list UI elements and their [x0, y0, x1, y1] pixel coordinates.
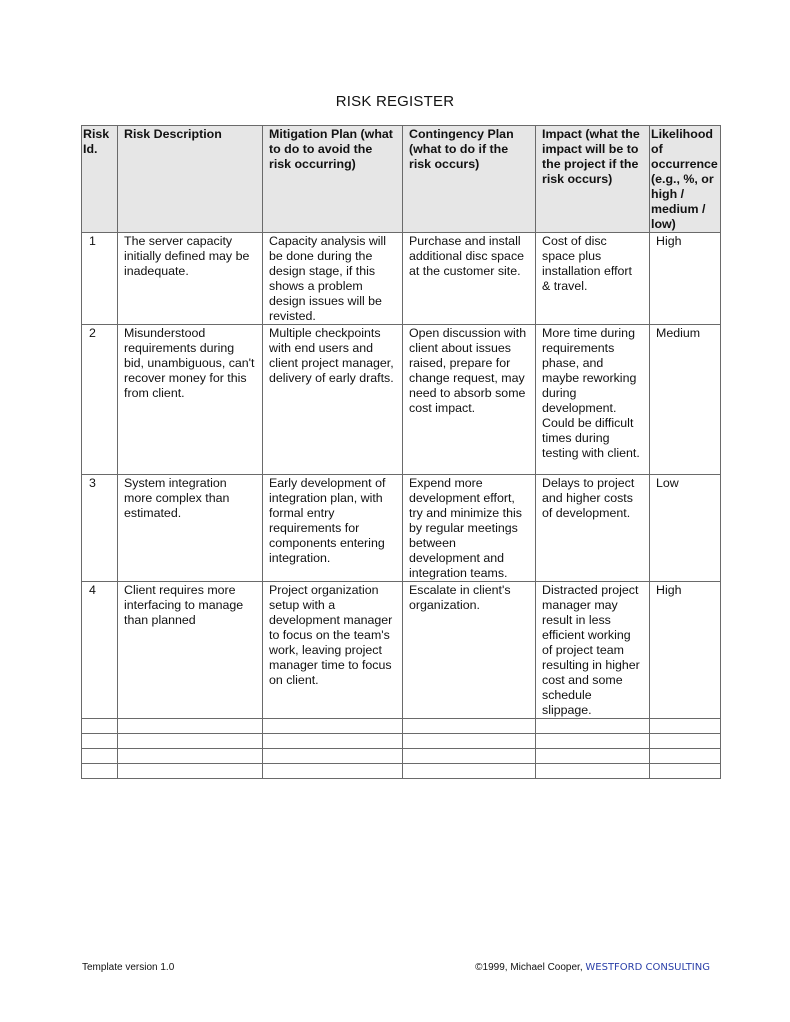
contingency-cell: Escalate in client's organization.: [403, 582, 536, 719]
mitigation-cell: Early development of integration plan, with formal entry requirements for components entering integration.: [263, 475, 403, 582]
empty-cell: [650, 719, 721, 734]
empty-cell: [118, 734, 263, 749]
contingency-cell: Purchase and install additional disc space at the customer site.: [403, 233, 536, 325]
empty-cell: [263, 749, 403, 764]
copyright-notice: [475, 962, 710, 973]
header-contingency-plan: Contingency Plan (what to do if the risk occurs): [403, 126, 536, 233]
empty-cell: [536, 719, 650, 734]
risk-description-cell: The server capacity initially defined may be inadequate.: [118, 233, 263, 325]
empty-cell: [403, 734, 536, 749]
empty-cell: [118, 764, 263, 779]
empty-cell: [536, 734, 650, 749]
table-header-row: [82, 126, 721, 233]
header-likelihood: Likelihood of occurrence (e.g., %, or high / medium / low): [650, 126, 721, 233]
header-risk-id: Risk Id.: [82, 126, 118, 233]
empty-table-row: [82, 719, 721, 734]
mitigation-cell: Multiple checkpoints with end users and client project manager, delivery of early drafts.: [263, 325, 403, 475]
likelihood-cell: High: [650, 233, 721, 325]
empty-cell: [536, 764, 650, 779]
risk-id-cell: 2: [82, 325, 118, 475]
template-version: Template version 1.0: [82, 962, 175, 973]
brand-name: WESTFORD CONSULTING: [585, 962, 710, 973]
table-row: [82, 233, 721, 325]
copyright-text: ©1999, Michael Cooper,: [475, 962, 586, 973]
risk-description-cell: Misunderstood requirements during bid, unambiguous, can't recover money for this from client.: [118, 325, 263, 475]
risk-id-cell: 4: [82, 582, 118, 719]
empty-cell: [650, 734, 721, 749]
mitigation-cell: Capacity analysis will be done during the design stage, if this shows a problem design issues will be revisted.: [263, 233, 403, 325]
table-row: [82, 582, 721, 719]
risk-description-cell: System integration more complex than estimated.: [118, 475, 263, 582]
empty-cell: [403, 719, 536, 734]
empty-cell: [263, 719, 403, 734]
empty-table-row: [82, 749, 721, 764]
impact-cell: Cost of disc space plus installation effort & travel.: [536, 233, 650, 325]
table-row: [82, 475, 721, 582]
empty-table-row: [82, 734, 721, 749]
likelihood-cell: Medium: [650, 325, 721, 475]
table-row: [82, 325, 721, 475]
impact-cell: Distracted project manager may result in less efficient working of project team resulting in higher cost and some schedule slippage.: [536, 582, 650, 719]
risk-register-table: [81, 125, 721, 779]
empty-cell: [82, 734, 118, 749]
impact-cell: Delays to project and higher costs of development.: [536, 475, 650, 582]
empty-cell: [650, 764, 721, 779]
risk-id-cell: 1: [82, 233, 118, 325]
empty-cell: [650, 749, 721, 764]
empty-cell: [536, 749, 650, 764]
empty-cell: [82, 764, 118, 779]
risk-description-cell: Client requires more interfacing to manage than planned: [118, 582, 263, 719]
mitigation-cell: Project organization setup with a development manager to focus on the team's work, leaving project manager time to focus on client.: [263, 582, 403, 719]
contingency-cell: Expend more development effort, try and minimize this by regular meetings between development and integration teams.: [403, 475, 536, 582]
empty-cell: [263, 734, 403, 749]
impact-cell: More time during requirements phase, and maybe reworking during development. Could be difficult times during testing with client.: [536, 325, 650, 475]
page-title: RISK REGISTER: [335, 93, 455, 110]
likelihood-cell: Low: [650, 475, 721, 582]
header-mitigation-plan: Mitigation Plan (what to do to avoid the risk occurring): [263, 126, 403, 233]
empty-cell: [403, 749, 536, 764]
empty-cell: [82, 749, 118, 764]
header-risk-description: Risk Description: [118, 126, 263, 233]
empty-cell: [403, 764, 536, 779]
likelihood-cell: High: [650, 582, 721, 719]
empty-cell: [263, 764, 403, 779]
empty-cell: [82, 719, 118, 734]
header-impact: Impact (what the impact will be to the project if the risk occurs): [536, 126, 650, 233]
empty-cell: [118, 719, 263, 734]
risk-id-cell: 3: [82, 475, 118, 582]
empty-table-row: [82, 764, 721, 779]
empty-cell: [118, 749, 263, 764]
contingency-cell: Open discussion with client about issues raised, prepare for change request, may need to absorb some cost impact.: [403, 325, 536, 475]
